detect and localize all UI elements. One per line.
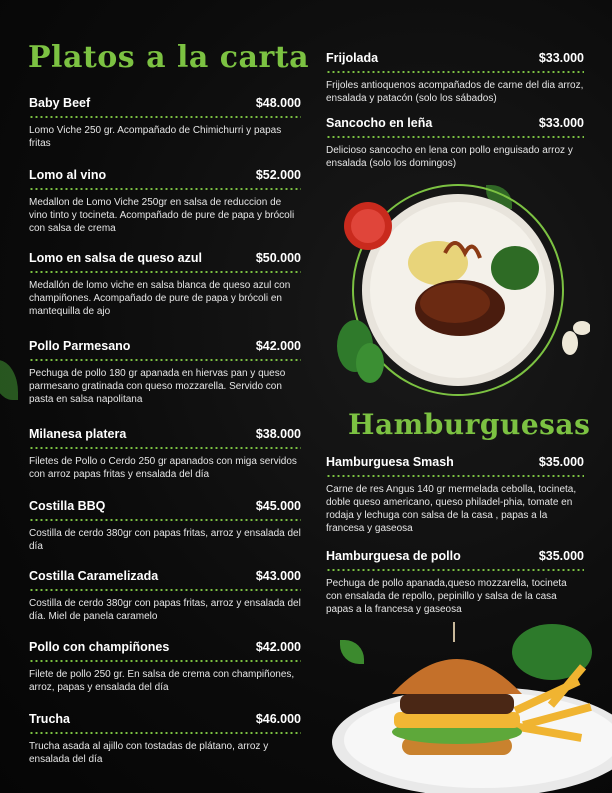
- item-description: Delicioso sancocho en lena con pollo enguisado arroz y ensalada (solo los domingos): [326, 145, 573, 169]
- item-name: Baby Beef: [29, 96, 91, 110]
- item-description: Pechuga de pollo apanada,queso mozzarella, tocineta con ensalada de repollo, pepinillo y salsa de la casa papas a la francesa y gaseosa: [326, 578, 567, 615]
- item-description: Frijoles antioquenos acompañados de carne del dia arroz, ensalada y patacón (solo los sábados): [326, 80, 584, 104]
- dotted-divider: [29, 116, 301, 118]
- menu-item: [326, 455, 584, 535]
- menu-item: [29, 712, 301, 766]
- item-name: Pollo Parmesano: [29, 339, 131, 353]
- item-price: $52.000: [255, 168, 301, 182]
- dotted-divider: [29, 188, 301, 190]
- dotted-divider: [326, 71, 584, 73]
- item-price: $33.000: [538, 116, 584, 130]
- menu-item: [326, 116, 584, 170]
- item-description: Trucha asada al ajillo con tostadas de plátano, arroz y ensalada del día: [29, 741, 269, 765]
- dotted-divider: [29, 732, 301, 734]
- item-price: $46.000: [255, 712, 301, 726]
- menu-item: [29, 427, 301, 481]
- item-name: Trucha: [29, 712, 70, 726]
- dotted-divider: [29, 271, 301, 273]
- dotted-divider: [326, 136, 584, 138]
- menu-item: [29, 168, 301, 235]
- burger-image: [322, 622, 612, 793]
- page-title: Platos a la carta: [28, 40, 310, 75]
- item-name: Costilla BBQ: [29, 499, 106, 513]
- item-name: Sancocho en leña: [326, 116, 433, 130]
- item-price: $43.000: [255, 569, 301, 583]
- dotted-divider: [29, 447, 301, 449]
- menu-item: [29, 640, 301, 694]
- item-description: Costilla de cerdo 380gr con papas fritas, arroz y ensalada del día: [29, 528, 301, 552]
- dotted-divider: [29, 359, 301, 361]
- item-name: Pollo con champiñones: [29, 640, 170, 654]
- section-title-hamburguesas: Hamburguesas: [348, 408, 591, 441]
- item-price: $50.000: [255, 251, 301, 265]
- item-description: Medallon de Lomo Viche 250gr en salsa de reduccion de vino tinto y tocineta. Acompañado de pure de papa y brócoli con salsa de crema: [29, 197, 295, 234]
- item-description: Filetes de Pollo o Cerdo 250 gr apanados con miga servidos con arroz papas fritas y ensalada del día: [29, 456, 297, 480]
- item-price: $48.000: [255, 96, 301, 110]
- item-price: $45.000: [255, 499, 301, 513]
- dotted-divider: [326, 475, 584, 477]
- item-name: Lomo en salsa de queso azul: [29, 251, 202, 265]
- item-price: $42.000: [255, 640, 301, 654]
- dotted-divider: [29, 589, 301, 591]
- dotted-divider: [29, 519, 301, 521]
- item-price: $38.000: [255, 427, 301, 441]
- item-price: $33.000: [538, 51, 584, 65]
- steak-plate-image: [330, 178, 590, 408]
- item-name: Costilla Caramelizada: [29, 569, 159, 583]
- menu-item: [29, 499, 301, 553]
- dotted-divider: [326, 569, 584, 571]
- menu-item: [326, 549, 584, 616]
- item-description: Pechuga de pollo 180 gr apanada en hiervas pan y queso parmesano gratinada con queso mozzarella. Servido con pasta en salsa napolitana: [29, 368, 286, 405]
- item-name: Hamburguesa Smash: [326, 455, 454, 469]
- item-price: $35.000: [538, 455, 584, 469]
- menu-item: [29, 569, 301, 623]
- item-description: Carne de res Angus 140 gr mermelada cebolla, tocineta, doble queso americano, queso philadel-phia, tomate en rodaja y lechuga con salsa de la casa , papas a la francesa y gaseosa: [326, 484, 577, 534]
- item-name: Frijolada: [326, 51, 379, 65]
- menu-item: [326, 51, 584, 105]
- menu-item: [29, 339, 301, 406]
- item-price: $42.000: [255, 339, 301, 353]
- item-description: Costilla de cerdo 380gr con papas fritas, arroz y ensalada del día. Miel de panela caramelo: [29, 598, 301, 622]
- menu-item: [29, 96, 301, 150]
- menu-item: [29, 251, 301, 318]
- item-price: $35.000: [538, 549, 584, 563]
- item-description: Filete de pollo 250 gr. En salsa de crema con champiñones, arroz, papas y ensalada del día: [29, 669, 295, 693]
- dotted-divider: [29, 660, 301, 662]
- leaf-decoration: [0, 360, 18, 400]
- item-name: Hamburguesa de pollo: [326, 549, 461, 563]
- item-description: Medallón de lomo viche en salsa blanca de queso azul con champiñones. Acompañado de pure de papa y brócoli en mantequilla de ajo: [29, 280, 291, 317]
- item-name: Lomo al vino: [29, 168, 107, 182]
- item-description: Lomo Viche 250 gr. Acompañado de Chimichurri y papas fritas: [29, 125, 282, 149]
- item-name: Milanesa platera: [29, 427, 127, 441]
